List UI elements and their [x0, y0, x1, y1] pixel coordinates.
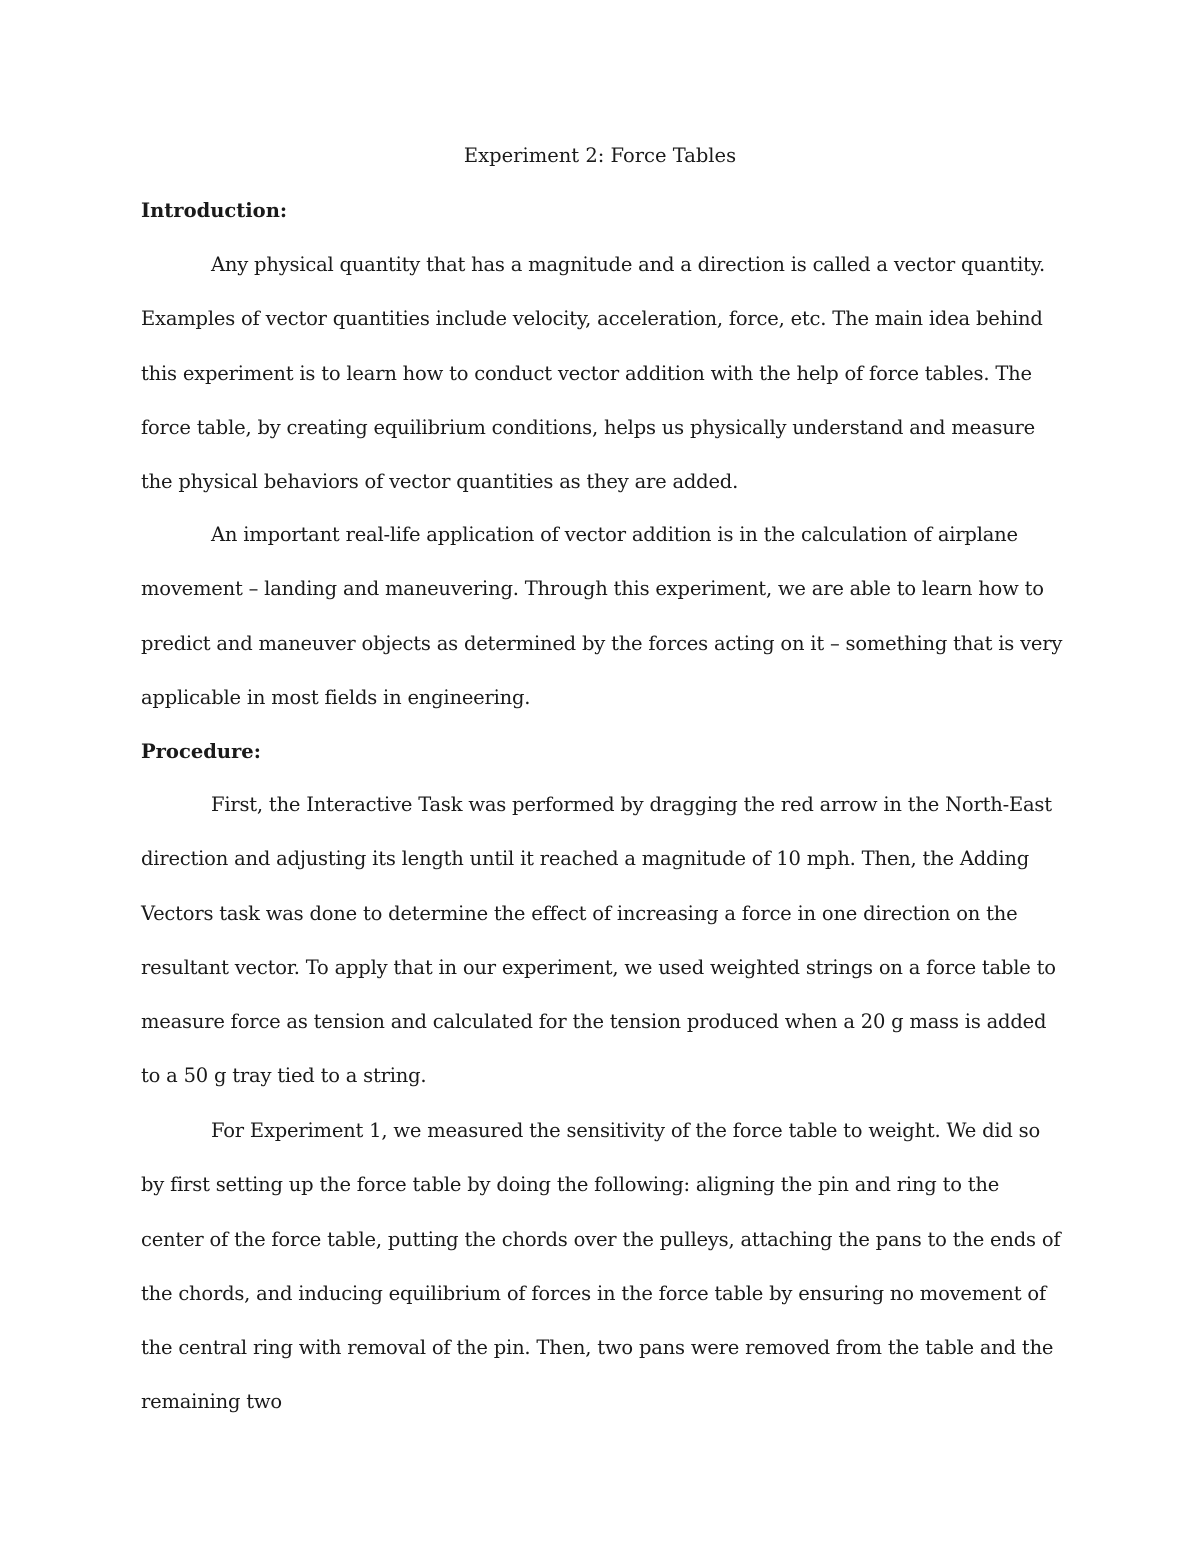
paragraph-intro-2: An important real-life application of vector addition is in the calculation of airplane movement – landing and maneuvering. Through this experiment, we are able to learn how to predict and maneuver objects as determined by the forces acting on it – something that is very applicable in most fields in engineering.: [141, 523, 1063, 709]
paragraph-procedure-2: For Experiment 1, we measured the sensitivity of the force table to weight. We did so by first setting up the force table by doing the following: aligning the pin and ring to the center of the force table, putting the chords over the pulleys, attaching the pans to the ends of the chords, and inducing equilibrium of forces in the force table by ensuring no movement of the central ring with removal of the pin. Then, two pans were removed from the table and the remaining two: [141, 1119, 1061, 1414]
document-title: Experiment 2: Force Tables: [463, 144, 737, 167]
section-heading-procedure: Procedure:: [141, 740, 261, 763]
section-heading-introduction: Introduction:: [141, 199, 288, 222]
paragraph-intro-1: Any physical quantity that has a magnitude and a direction is called a vector quantity. Examples of vector quantities include velocity, acceleration, force, etc. The main idea behind this experiment is to learn how to conduct vector addition with the help of force tables. The force table, by creating equilibrium conditions, helps us physically understand and measure the physical behaviors of vector quantities as they are added.: [141, 253, 1045, 494]
paragraph-procedure-1: First, the Interactive Task was performed by dragging the red arrow in the North-East direction and adjusting its length until it reached a magnitude of 10 mph. Then, the Adding Vectors task was done to determine the effect of increasing a force in one direction on the resultant vector. To apply that in our experiment, we used weighted strings on a force table to measure force as tension and calculated for the tension produced when a 20 g mass is added to a 50 g tray tied to a string.: [141, 793, 1056, 1088]
